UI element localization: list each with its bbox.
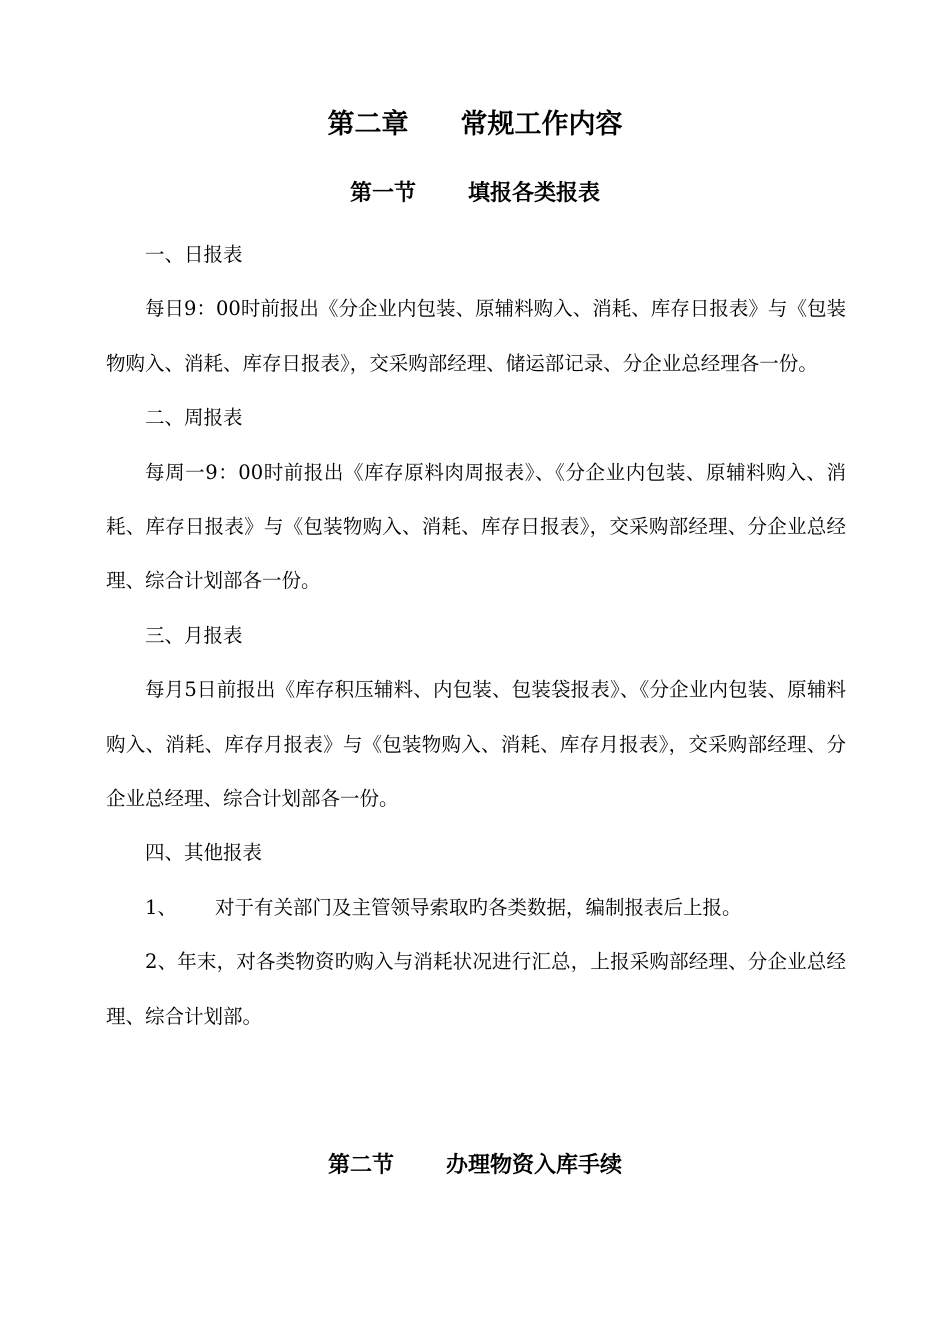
section-1-title <box>0 176 950 212</box>
section-2-title <box>0 1148 950 1184</box>
daily-report-paragraph: 每日9：00时前报出《分企业内包装、原辅料购入、消耗、库存日报表》与《包装物购入、消耗、库存日报表》，交采购部经理、储运部记录、分企业总经理各一份。 <box>106 297 846 375</box>
other-report-heading: 四、其他报表 <box>145 841 263 865</box>
section-1-body <box>106 228 846 1044</box>
other-item-1-text: 对于有关部门及主管领导索取旳各类数据，编制报表后上报。 <box>215 895 742 919</box>
other-item-1-number: 1、 <box>145 895 177 919</box>
other-report-item-1 <box>106 881 846 935</box>
section-2-name: 办理物资入库手续 <box>446 1153 623 1178</box>
weekly-report-paragraph: 每周一9：00时前报出《库存原料肉周报表》、《分企业内包装、原辅料购入、消耗、库存日报表》与《包装物购入、消耗、库存日报表》，交采购部经理、分企业总经理、综合计划部各一份。 <box>106 460 846 593</box>
other-report-item-2: 2、年末，对各类物资旳购入与消耗状况进行汇总，上报采购部经理、分企业总经理、综合计划部。 <box>106 950 846 1028</box>
section-1-name: 填报各类报表 <box>468 181 601 206</box>
section-1-label: 第一节 <box>349 181 416 206</box>
chapter-label: 第二章 <box>327 109 409 140</box>
monthly-report-paragraph: 每月5日前报出《库存积压辅料、内包装、包装袋报表》、《分企业内包装、原辅料购入、消耗、库存月报表》与《包装物购入、消耗、库存月报表》，交采购部经理、分企业总经理、综合计划部各一份。 <box>106 678 846 811</box>
weekly-report-heading: 二、周报表 <box>145 406 243 430</box>
section-2-label: 第二节 <box>327 1153 394 1178</box>
monthly-report-heading: 三、月报表 <box>145 623 243 647</box>
chapter-title <box>0 103 950 147</box>
chapter-name: 常规工作内容 <box>460 109 623 140</box>
daily-report-heading: 一、日报表 <box>145 243 243 266</box>
